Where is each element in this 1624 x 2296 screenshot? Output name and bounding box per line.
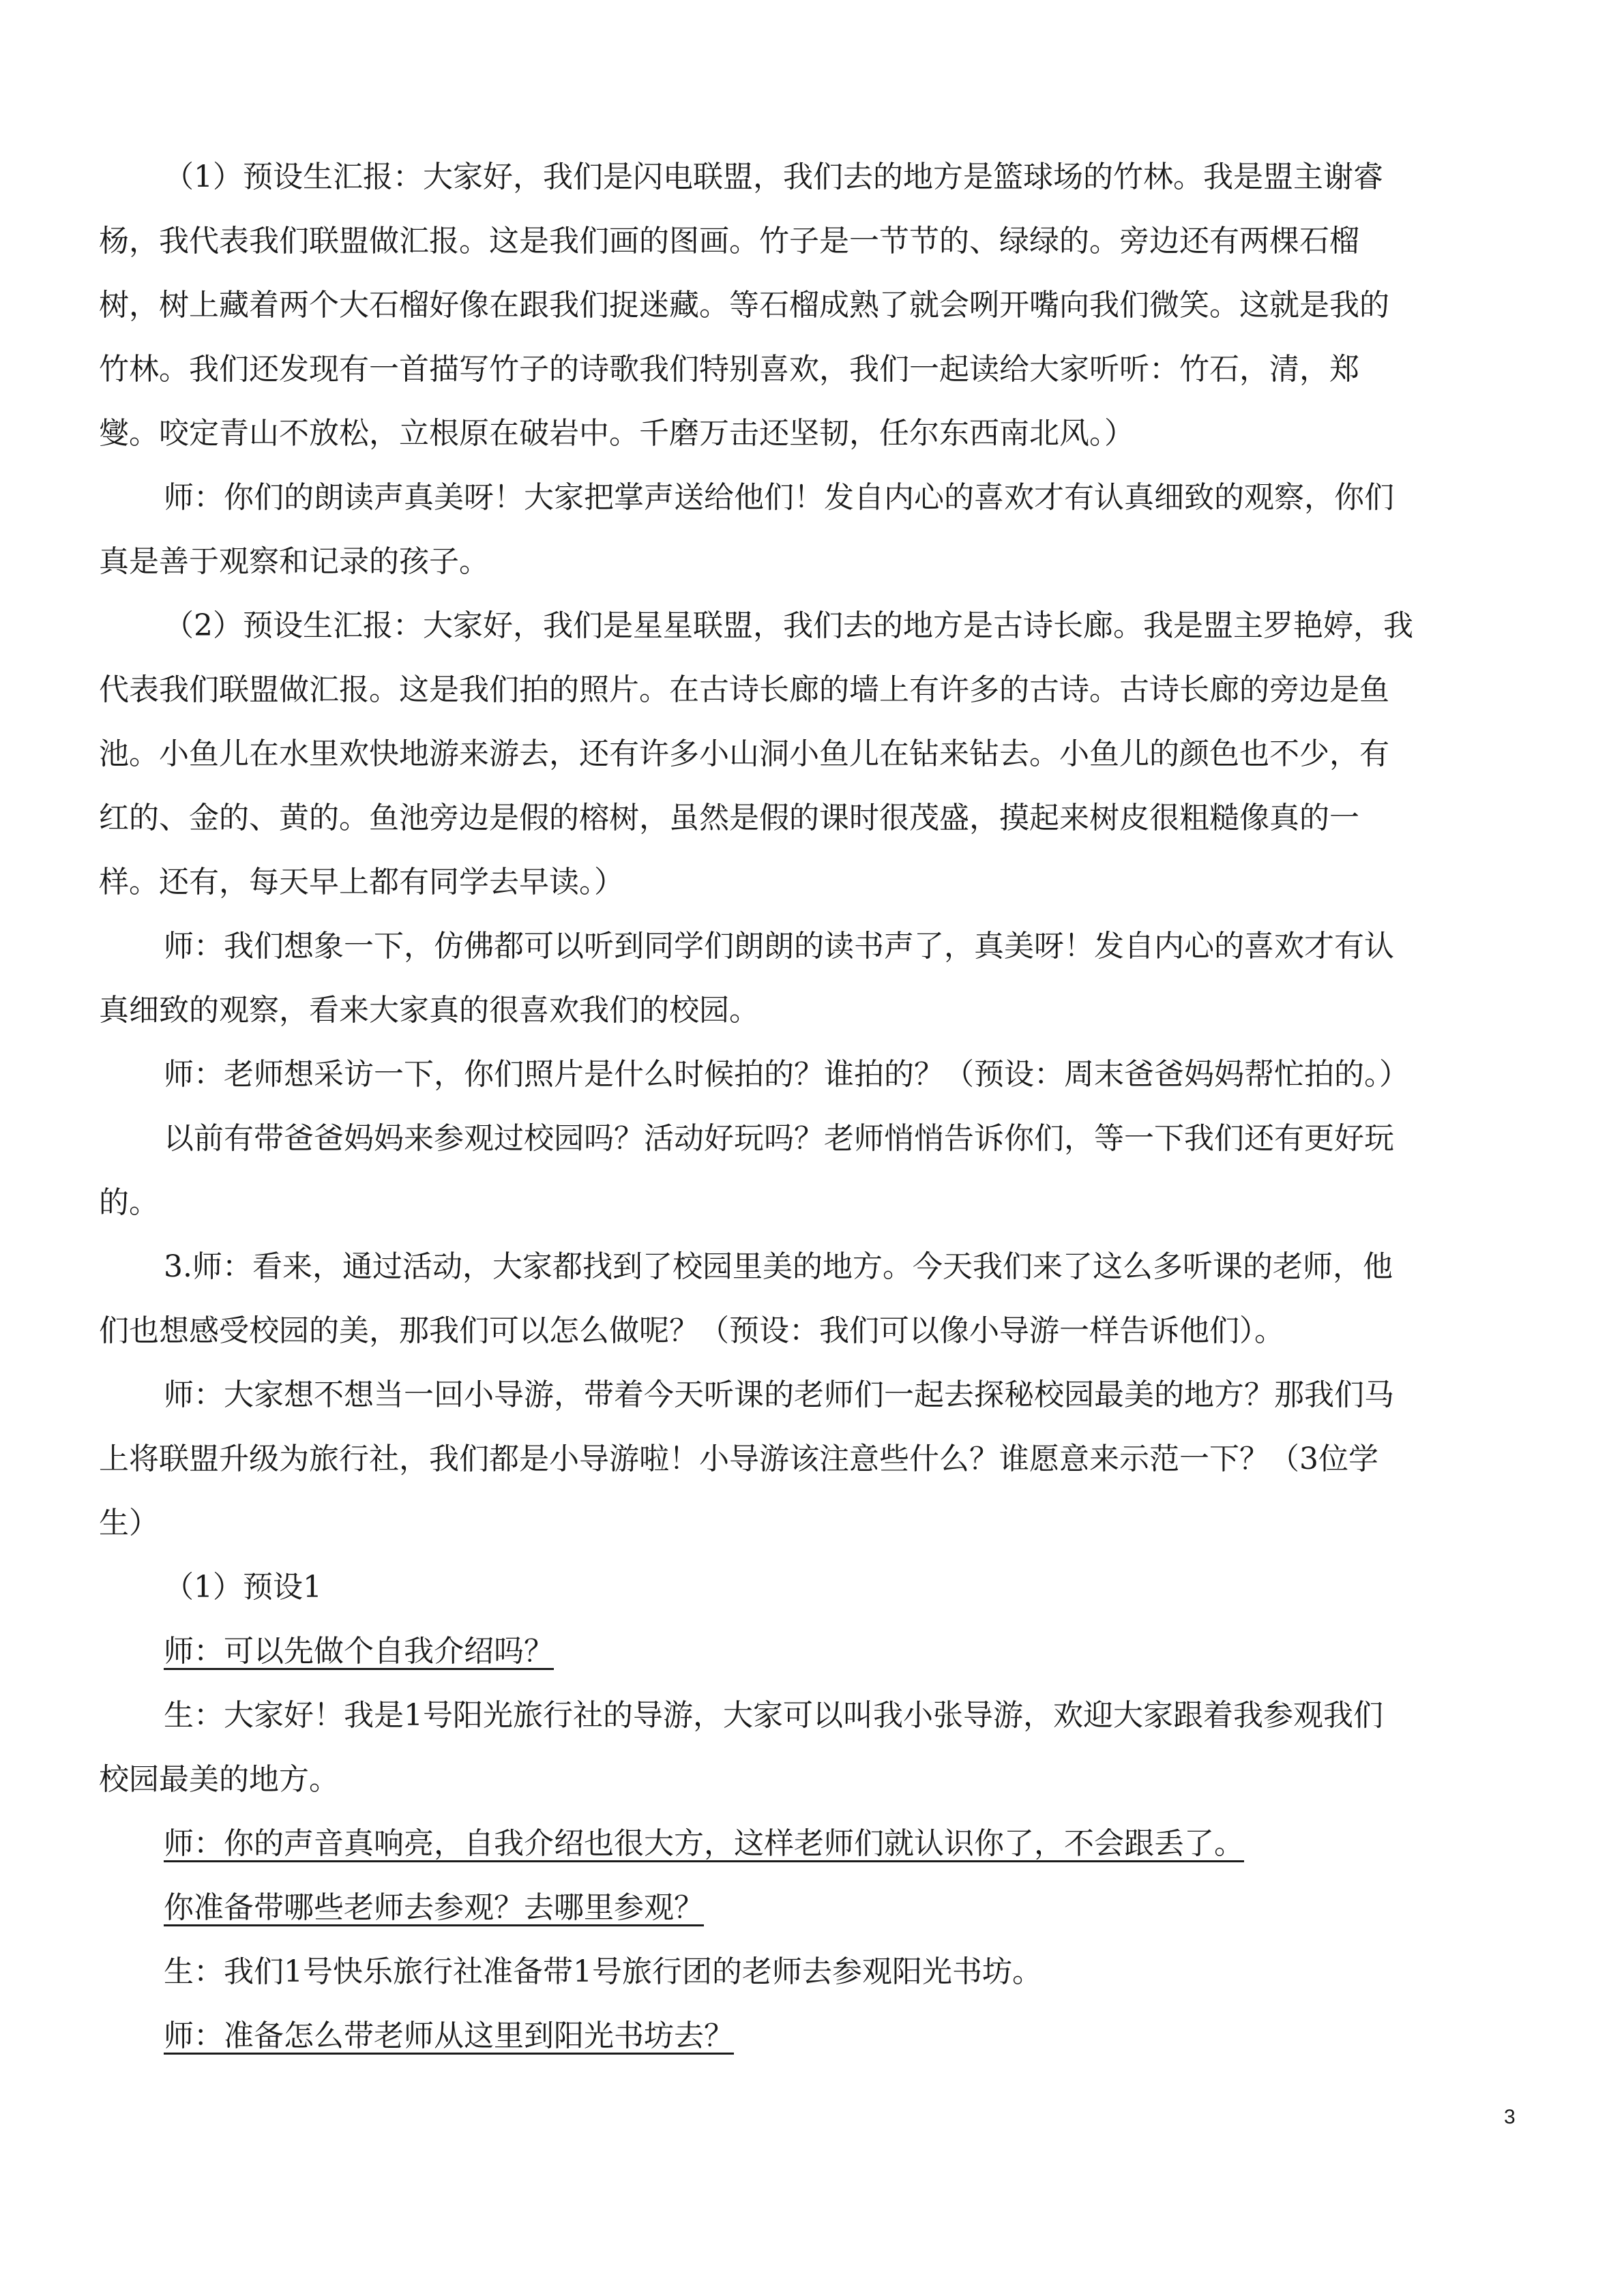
text-line: 师：我们想象一下，仿佛都可以听到同学们朗朗的读书声了，真美呀！发自内心的喜欢才有认 [164, 929, 1394, 964]
text-line-underlined: 师：准备怎么带老师从这里到阳光书坊去？ [164, 2018, 734, 2053]
text-line: 杨，我代表我们联盟做汇报。这是我们画的图画。竹子是一节节的、绿绿的。旁边还有两棵石榴 [99, 224, 1359, 258]
text-line: 竹林。我们还发现有一首描写竹子的诗歌我们特别喜欢，我们一起读给大家听听：竹石，清，郑 [99, 352, 1359, 387]
text-line: 生） [99, 1506, 159, 1540]
text-line: 样。还有，每天早上都有同学去早读。） [99, 865, 624, 899]
text-line: 红的、金的、黄的。鱼池旁边是假的榕树，虽然是假的课时很茂盛，摸起来树皮很粗糙像真的一 [99, 801, 1359, 835]
text-line: 的。 [99, 1185, 159, 1220]
text-line: 以前有带爸爸妈妈来参观过校园吗？活动好玩吗？老师悄悄告诉你们，等一下我们还有更好玩 [164, 1121, 1394, 1156]
page-number: 3 [1504, 2106, 1516, 2128]
text-line: 树，树上藏着两个大石榴好像在跟我们捉迷藏。等石榴成熟了就会咧开嘴向我们微笑。这就是我的 [99, 288, 1389, 323]
text-line: 真是善于观察和记录的孩子。 [99, 544, 489, 579]
text-line: 真细致的观察，看来大家真的很喜欢我们的校园。 [99, 993, 759, 1028]
text-line: （1）预设生汇报：大家好，我们是闪电联盟，我们去的地方是篮球场的竹林。我是盟主谢睿 [164, 160, 1383, 194]
text-line: 校园最美的地方。 [99, 1762, 339, 1797]
text-line: 师：你们的朗读声真美呀！大家把掌声送给他们！发自内心的喜欢才有认真细致的观察，你们 [164, 480, 1394, 515]
text-line: 代表我们联盟做汇报。这是我们拍的照片。在古诗长廊的墙上有许多的古诗。古诗长廊的旁边是鱼 [99, 672, 1389, 707]
text-line: （2）预设生汇报：大家好，我们是星星联盟，我们去的地方是古诗长廊。我是盟主罗艳婷，我 [164, 608, 1413, 643]
text-line: 们也想感受校园的美，那我们可以怎么做呢？（预设：我们可以像小导游一样告诉他们）。 [99, 1313, 1284, 1348]
text-line: 池。小鱼儿在水里欢快地游来游去，还有许多小山洞小鱼儿在钻来钻去。小鱼儿的颜色也不少，有 [99, 736, 1389, 771]
text-line: 3.师：看来，通过活动，大家都找到了校园里美的地方。今天我们来了这么多听课的老师，他 [164, 1249, 1393, 1284]
text-line-underlined: 师：你的声音真响亮，自我介绍也很大方，这样老师们就认识你了，不会跟丢了。 [164, 1826, 1244, 1861]
text-line: 师：老师想采访一下，你们照片是什么时候拍的？谁拍的？（预设：周末爸爸妈妈帮忙拍的。） [164, 1057, 1409, 1092]
text-line: 生：大家好！我是1号阳光旅行社的导游，大家可以叫我小张导游，欢迎大家跟着我参观我们 [164, 1698, 1383, 1733]
text-line: 上将联盟升级为旅行社，我们都是小导游啦！小导游该注意些什么？谁愿意来示范一下？（3位学 [99, 1442, 1378, 1476]
text-line-underlined: 你准备带哪些老师去参观？去哪里参观？ [164, 1890, 704, 1925]
text-line: 生：我们1号快乐旅行社准备带1号旅行团的老师去参观阳光书坊。 [164, 1954, 1042, 1989]
text-line: 师：大家想不想当一回小导游，带着今天听课的老师们一起去探秘校园最美的地方？那我们马 [164, 1377, 1394, 1412]
text-line-underlined: 师：可以先做个自我介绍吗？ [164, 1634, 554, 1669]
text-line: 燮。咬定青山不放松，立根原在破岩中。千磨万击还坚韧，任尔东西南北风。） [99, 416, 1134, 451]
text-line: （1）预设1 [164, 1570, 322, 1605]
